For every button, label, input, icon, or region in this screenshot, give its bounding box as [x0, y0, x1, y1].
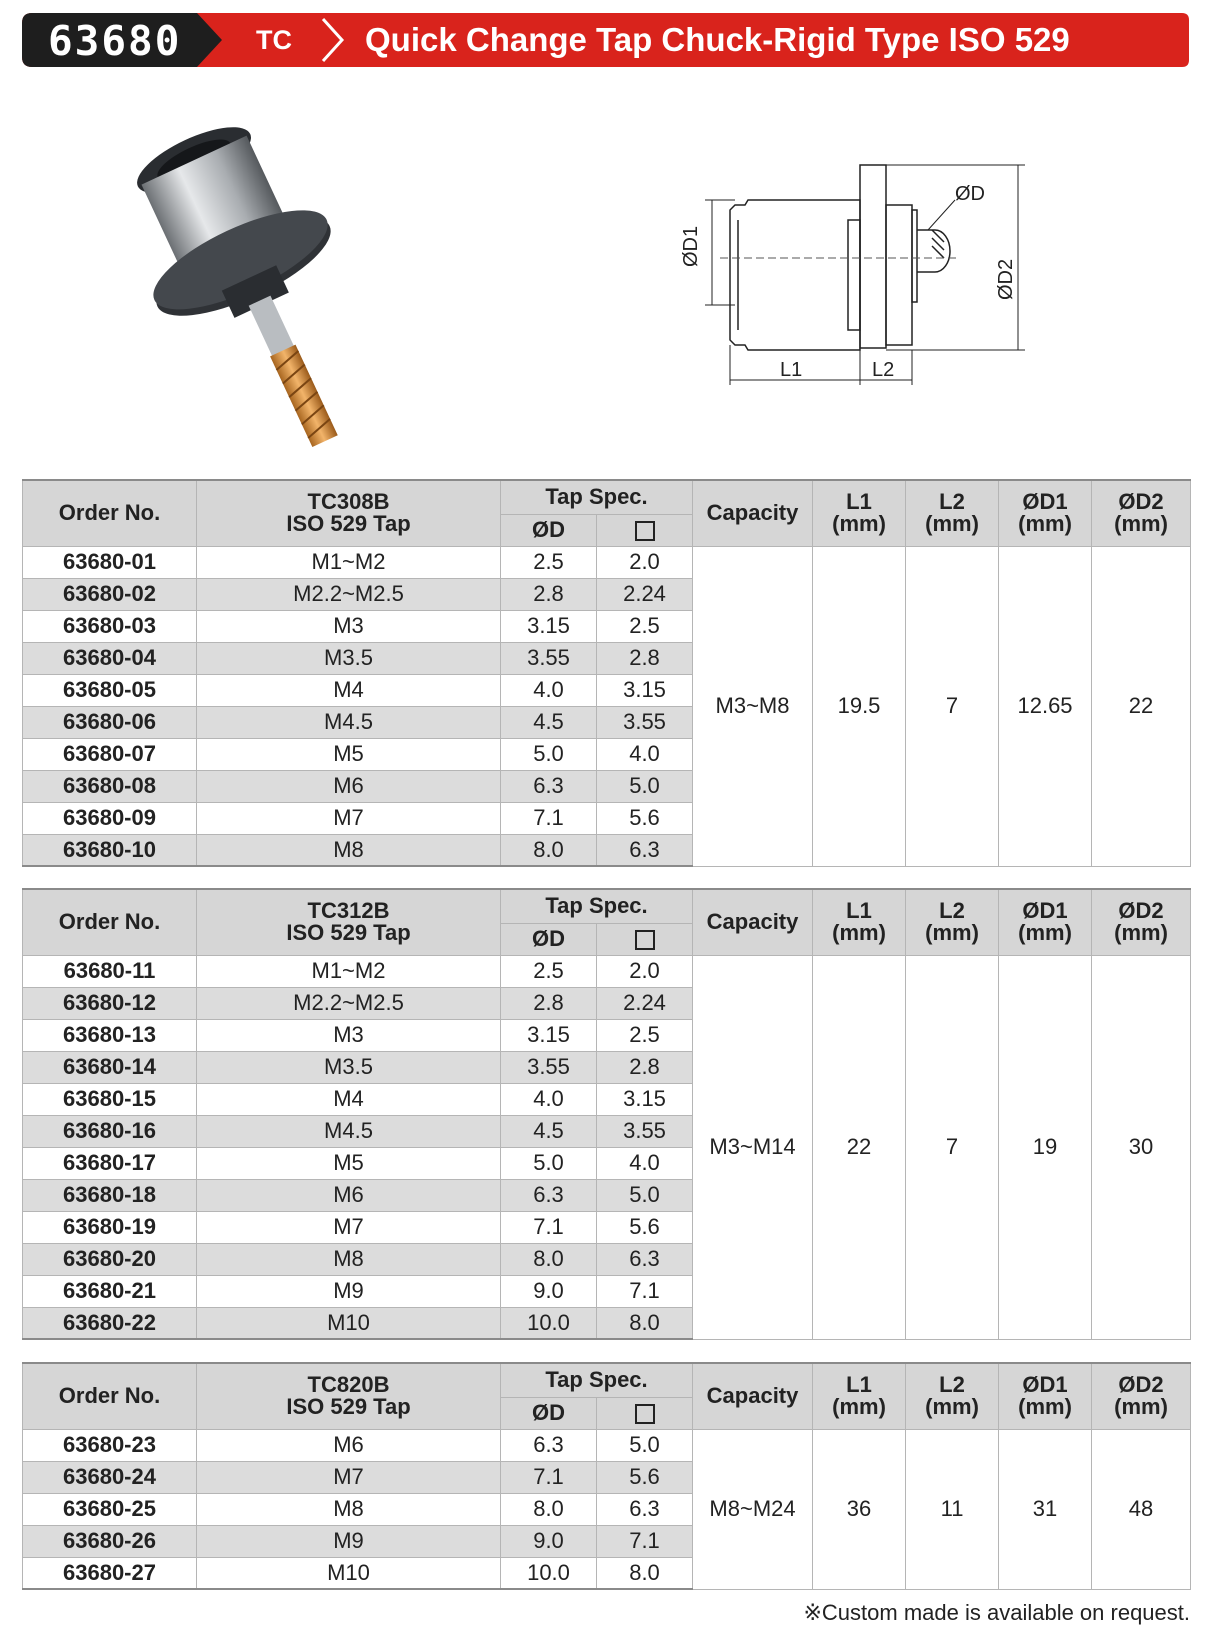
diameter-cell: 2.5: [501, 546, 597, 578]
diameter-cell: 7.1: [501, 1461, 597, 1493]
square-cell: 3.15: [597, 674, 693, 706]
order-no-cell: 63680-02: [23, 578, 197, 610]
square-cell: 2.0: [597, 546, 693, 578]
square-cell: 5.6: [597, 802, 693, 834]
order-no-cell: 63680-09: [23, 802, 197, 834]
tap-size-cell: M4.5: [197, 706, 501, 738]
header-d1: ØD1 (mm): [999, 889, 1092, 955]
header-l1: L1 (mm): [813, 1363, 906, 1429]
tap-size-cell: M3.5: [197, 1051, 501, 1083]
product-photo: [105, 95, 455, 465]
diameter-cell: 7.1: [501, 1211, 597, 1243]
product-code: 63680: [48, 17, 182, 65]
tap-size-cell: M7: [197, 802, 501, 834]
square-icon: [635, 521, 655, 541]
diameter-cell: 4.5: [501, 706, 597, 738]
order-no-cell: 63680-17: [23, 1147, 197, 1179]
header-l1: L1 (mm): [813, 480, 906, 546]
header-tap-spec: Tap Spec.: [501, 480, 693, 514]
tap-model-line2: ISO 529 Tap: [286, 511, 411, 537]
header-square: [597, 514, 693, 546]
order-no-cell: 63680-11: [23, 955, 197, 987]
header-square: [597, 923, 693, 955]
diameter-cell: 4.0: [501, 674, 597, 706]
tap-size-cell: M5: [197, 738, 501, 770]
header-capacity: Capacity: [693, 889, 813, 955]
square-cell: 5.6: [597, 1211, 693, 1243]
order-no-cell: 63680-23: [23, 1429, 197, 1461]
order-no-cell: 63680-21: [23, 1275, 197, 1307]
order-no-cell: 63680-04: [23, 642, 197, 674]
tap-model-line2: ISO 529 Tap: [286, 920, 411, 946]
tap-size-cell: M7: [197, 1461, 501, 1493]
square-cell: 7.1: [597, 1525, 693, 1557]
order-no-cell: 63680-26: [23, 1525, 197, 1557]
tap-size-cell: M9: [197, 1525, 501, 1557]
order-no-cell: 63680-15: [23, 1083, 197, 1115]
header-tap-spec: Tap Spec.: [501, 889, 693, 923]
square-cell: 8.0: [597, 1307, 693, 1339]
header-tap-model: [197, 1363, 501, 1429]
order-no-cell: 63680-18: [23, 1179, 197, 1211]
diameter-cell: 9.0: [501, 1525, 597, 1557]
drawing-label-l1: L1: [780, 359, 803, 381]
square-cell: 7.1: [597, 1275, 693, 1307]
diameter-cell: 3.55: [501, 1051, 597, 1083]
capacity-cell: M8~M24: [693, 1429, 813, 1589]
square-cell: 5.0: [597, 1429, 693, 1461]
header-l2: L2 (mm): [906, 889, 999, 955]
footnote: ※Custom made is available on request.: [803, 1600, 1190, 1625]
table-row: [23, 546, 1191, 578]
square-cell: 3.15: [597, 1083, 693, 1115]
square-cell: 5.0: [597, 770, 693, 802]
order-no-cell: 63680-14: [23, 1051, 197, 1083]
d2-cell: 30: [1092, 955, 1191, 1339]
diameter-cell: 2.8: [501, 578, 597, 610]
d2-cell: 48: [1092, 1429, 1191, 1589]
header-d2: ØD2 (mm): [1092, 889, 1191, 955]
drawing-label-l2: L2: [872, 359, 895, 381]
tap-size-cell: M3: [197, 610, 501, 642]
tap-size-cell: M5: [197, 1147, 501, 1179]
header-order-no: Order No.: [23, 480, 197, 546]
diameter-cell: 9.0: [501, 1275, 597, 1307]
header-tap-model: [197, 889, 501, 955]
order-no-cell: 63680-25: [23, 1493, 197, 1525]
order-no-cell: 63680-05: [23, 674, 197, 706]
square-cell: 2.5: [597, 1019, 693, 1051]
table-row: [23, 955, 1191, 987]
header-order-no: Order No.: [23, 889, 197, 955]
tap-size-cell: M4: [197, 1083, 501, 1115]
tap-model-line1: TC820B: [307, 1372, 390, 1398]
tap-model-line1: TC308B: [307, 489, 390, 515]
tap-size-cell: M9: [197, 1275, 501, 1307]
square-cell: 6.3: [597, 1493, 693, 1525]
square-cell: 3.55: [597, 1115, 693, 1147]
tap-model-line2: ISO 529 Tap: [286, 1394, 411, 1420]
order-no-cell: 63680-13: [23, 1019, 197, 1051]
diameter-cell: 2.5: [501, 955, 597, 987]
diameter-cell: 2.8: [501, 987, 597, 1019]
tap-size-cell: M1~M2: [197, 546, 501, 578]
header-diameter: ØD: [501, 1397, 597, 1429]
order-no-cell: 63680-08: [23, 770, 197, 802]
header-d2: ØD2 (mm): [1092, 480, 1191, 546]
square-cell: 5.6: [597, 1461, 693, 1493]
header-l2: L2 (mm): [906, 480, 999, 546]
technical-drawing: [680, 160, 1090, 410]
d1-cell: 31: [999, 1429, 1092, 1589]
l1-cell: 22: [813, 955, 906, 1339]
square-cell: 2.24: [597, 578, 693, 610]
square-cell: 8.0: [597, 1557, 693, 1589]
tap-size-cell: M4.5: [197, 1115, 501, 1147]
square-cell: 4.0: [597, 1147, 693, 1179]
tap-size-cell: M8: [197, 1493, 501, 1525]
square-cell: 2.24: [597, 987, 693, 1019]
order-no-cell: 63680-12: [23, 987, 197, 1019]
capacity-cell: M3~M14: [693, 955, 813, 1339]
header-order-no: Order No.: [23, 1363, 197, 1429]
header-tap-spec: Tap Spec.: [501, 1363, 693, 1397]
diameter-cell: 3.55: [501, 642, 597, 674]
spec-table-tc312b: [22, 888, 1191, 1340]
order-no-cell: 63680-06: [23, 706, 197, 738]
l2-cell: 7: [906, 955, 999, 1339]
tap-size-cell: M6: [197, 1179, 501, 1211]
header-l2: L2 (mm): [906, 1363, 999, 1429]
diameter-cell: 8.0: [501, 1243, 597, 1275]
diameter-cell: 10.0: [501, 1307, 597, 1339]
drawing-label-d2: ØD2: [995, 258, 1017, 300]
order-no-cell: 63680-07: [23, 738, 197, 770]
header-d1: ØD1 (mm): [999, 1363, 1092, 1429]
diameter-cell: 3.15: [501, 1019, 597, 1051]
l1-cell: 19.5: [813, 546, 906, 866]
diameter-cell: 4.0: [501, 1083, 597, 1115]
square-cell: 5.0: [597, 1179, 693, 1211]
spec-table-tc308b: [22, 479, 1191, 867]
product-series: TC: [256, 25, 292, 55]
tap-size-cell: M8: [197, 834, 501, 866]
header-diameter: ØD: [501, 923, 597, 955]
order-no-cell: 63680-20: [23, 1243, 197, 1275]
diameter-cell: 4.5: [501, 1115, 597, 1147]
order-no-cell: 63680-03: [23, 610, 197, 642]
header-capacity: Capacity: [693, 1363, 813, 1429]
diameter-cell: 6.3: [501, 1179, 597, 1211]
tap-size-cell: M6: [197, 770, 501, 802]
tap-size-cell: M1~M2: [197, 955, 501, 987]
tap-size-cell: M2.2~M2.5: [197, 987, 501, 1019]
square-cell: 6.3: [597, 834, 693, 866]
header-banner: [22, 13, 1189, 67]
header-tap-model: [197, 480, 501, 546]
capacity-cell: M3~M8: [693, 546, 813, 866]
diameter-cell: 10.0: [501, 1557, 597, 1589]
square-cell: 2.8: [597, 1051, 693, 1083]
l2-cell: 11: [906, 1429, 999, 1589]
header-square: [597, 1397, 693, 1429]
tap-size-cell: M8: [197, 1243, 501, 1275]
diameter-cell: 5.0: [501, 738, 597, 770]
header-l1: L1 (mm): [813, 889, 906, 955]
tap-model-line1: TC312B: [307, 898, 390, 924]
page-title: Quick Change Tap Chuck-Rigid Type ISO 529: [365, 21, 1070, 58]
diameter-cell: 8.0: [501, 834, 597, 866]
order-no-cell: 63680-19: [23, 1211, 197, 1243]
tap-size-cell: M3: [197, 1019, 501, 1051]
tap-size-cell: M4: [197, 674, 501, 706]
order-no-cell: 63680-16: [23, 1115, 197, 1147]
square-cell: 4.0: [597, 738, 693, 770]
d1-cell: 12.65: [999, 546, 1092, 866]
square-cell: 3.55: [597, 706, 693, 738]
square-icon: [635, 930, 655, 950]
diameter-cell: 6.3: [501, 1429, 597, 1461]
diameter-cell: 5.0: [501, 1147, 597, 1179]
tap-size-cell: M2.2~M2.5: [197, 578, 501, 610]
square-icon: [635, 1404, 655, 1424]
spec-table-tc820b: [22, 1362, 1191, 1590]
diameter-cell: 6.3: [501, 770, 597, 802]
tap-size-cell: M10: [197, 1557, 501, 1589]
l1-cell: 36: [813, 1429, 906, 1589]
order-no-cell: 63680-24: [23, 1461, 197, 1493]
drawing-label-d: ØD: [955, 183, 985, 205]
tap-size-cell: M10: [197, 1307, 501, 1339]
header-diameter: ØD: [501, 514, 597, 546]
order-no-cell: 63680-10: [23, 834, 197, 866]
square-cell: 2.5: [597, 610, 693, 642]
d2-cell: 22: [1092, 546, 1191, 866]
diameter-cell: 7.1: [501, 802, 597, 834]
tap-size-cell: M7: [197, 1211, 501, 1243]
d1-cell: 19: [999, 955, 1092, 1339]
l2-cell: 7: [906, 546, 999, 866]
drawing-label-d1: ØD1: [680, 225, 702, 267]
square-cell: 6.3: [597, 1243, 693, 1275]
tap-size-cell: M3.5: [197, 642, 501, 674]
header-capacity: Capacity: [693, 480, 813, 546]
order-no-cell: 63680-22: [23, 1307, 197, 1339]
header-d2: ØD2 (mm): [1092, 1363, 1191, 1429]
order-no-cell: 63680-01: [23, 546, 197, 578]
table-row: [23, 1429, 1191, 1461]
diameter-cell: 3.15: [501, 610, 597, 642]
order-no-cell: 63680-27: [23, 1557, 197, 1589]
header-d1: ØD1 (mm): [999, 480, 1092, 546]
square-cell: 2.0: [597, 955, 693, 987]
diameter-cell: 8.0: [501, 1493, 597, 1525]
square-cell: 2.8: [597, 642, 693, 674]
tap-size-cell: M6: [197, 1429, 501, 1461]
